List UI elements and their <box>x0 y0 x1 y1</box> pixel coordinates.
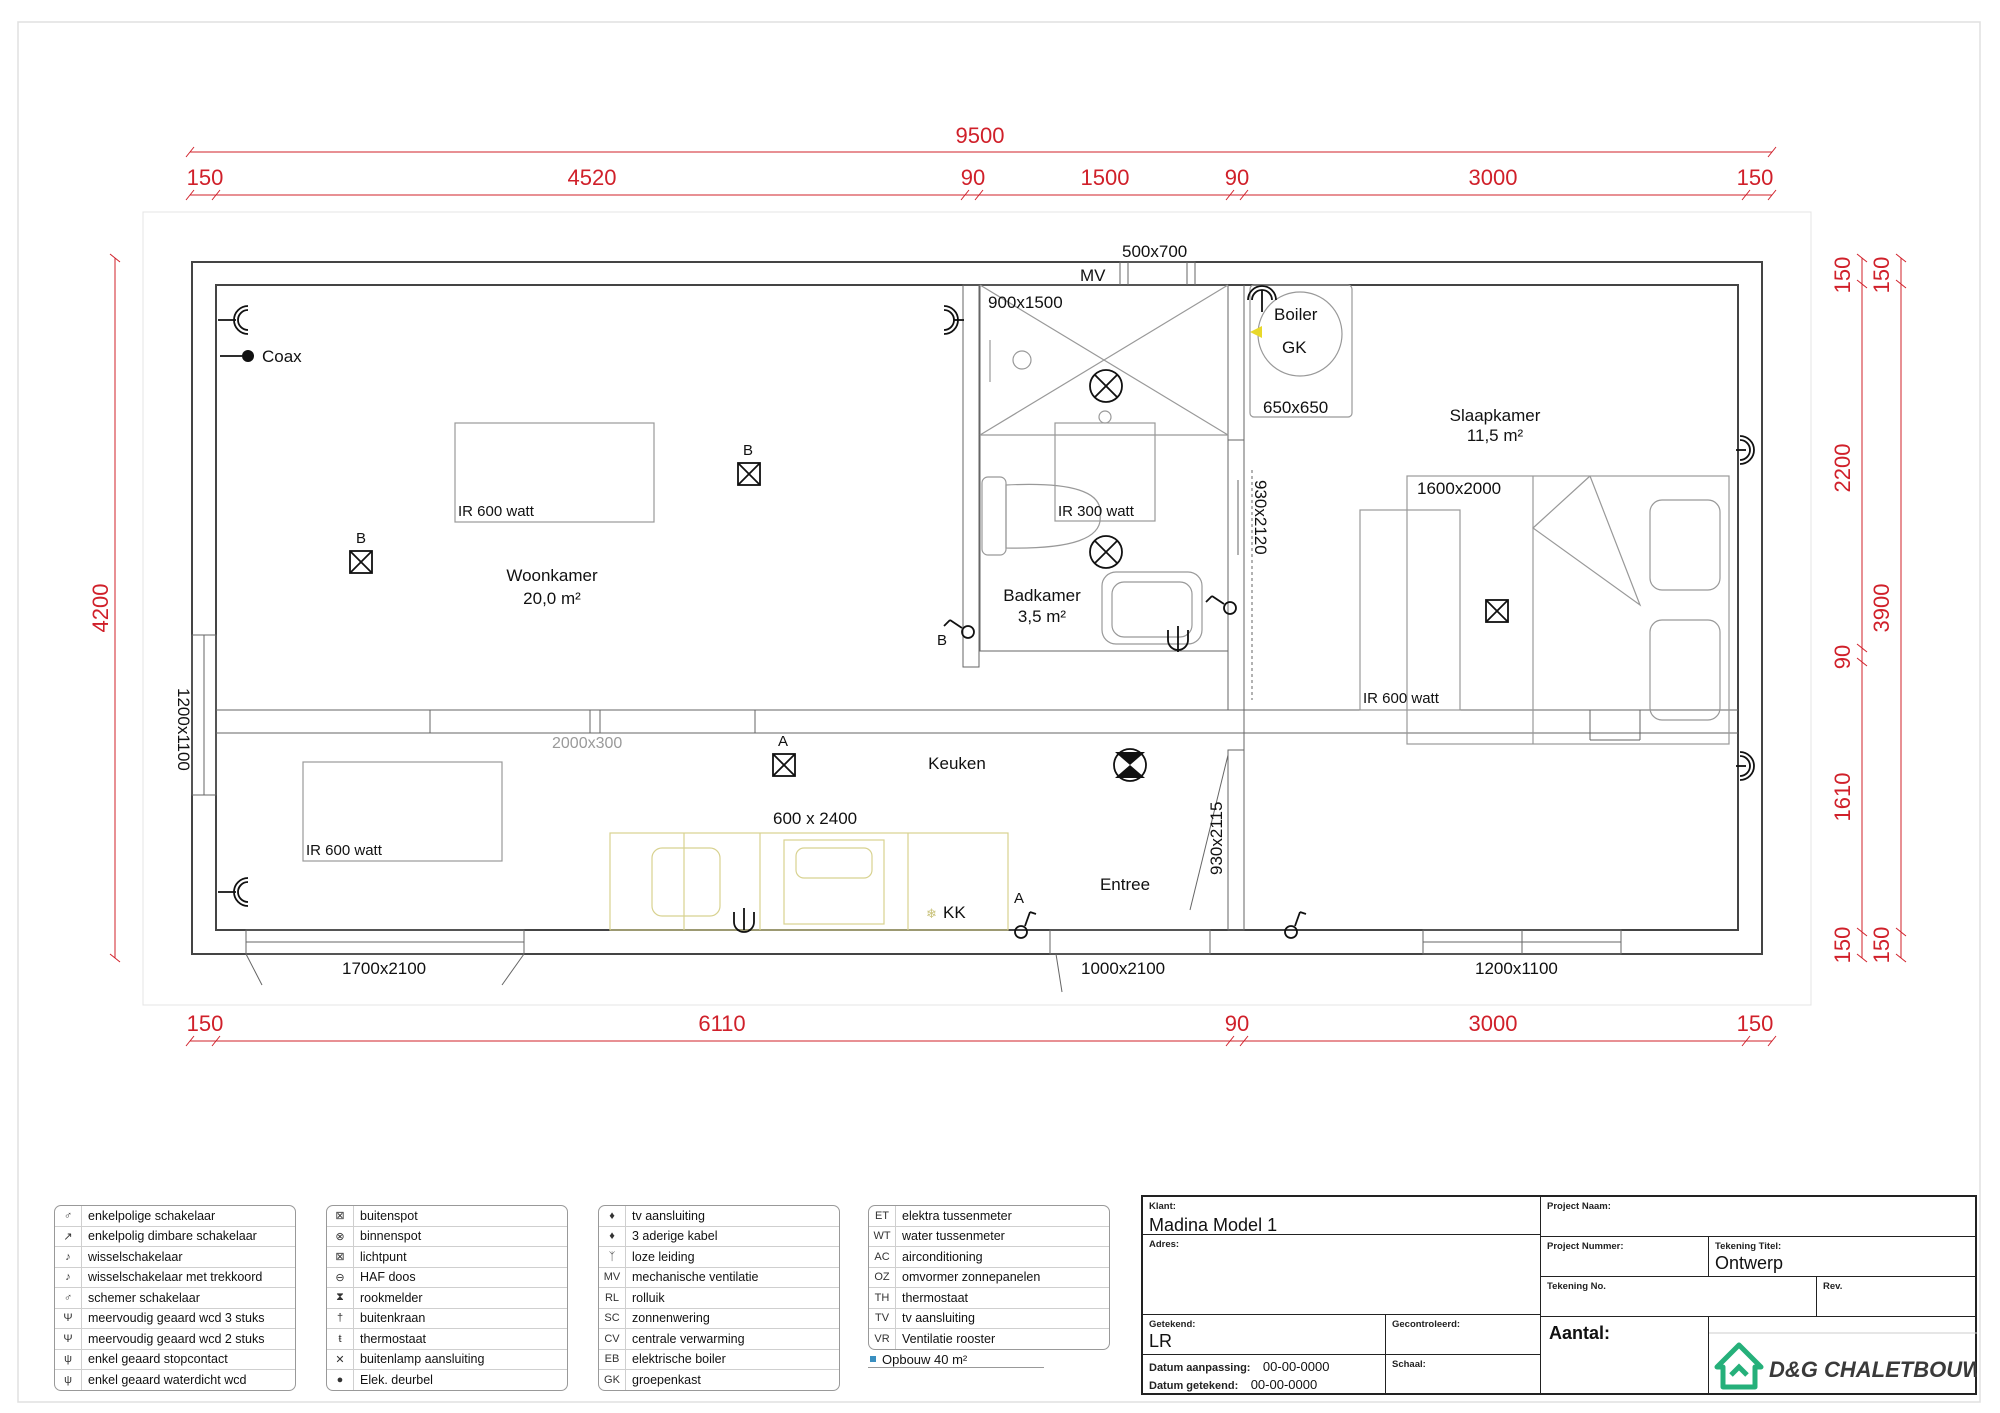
window-1200-label: 1200x1100 <box>1475 959 1558 978</box>
switch-icon <box>1206 596 1236 614</box>
boiler-label: Boiler <box>1274 305 1318 324</box>
dim-right-outer-2: 3900 <box>1869 583 1894 633</box>
fridge-icon: ❄ <box>926 906 937 921</box>
dim-right-2: 2200 <box>1830 443 1855 493</box>
legend-item: † buitenkraan <box>327 1309 567 1330</box>
aantal-label: Aantal: <box>1549 1323 1611 1343</box>
dim-top-6: 3000 <box>1468 165 1518 190</box>
dim-bottom-1: 150 <box>186 1011 224 1036</box>
outlet-icon <box>734 908 754 932</box>
shower-label: 900x1500 <box>988 293 1063 312</box>
legend-item: SC zonnenwering <box>599 1309 839 1330</box>
outlet-icon <box>1168 626 1188 652</box>
top-dimensions <box>186 123 1776 200</box>
klant-value: Madina Model 1 <box>1149 1215 1278 1235</box>
lichtpunt-icon <box>738 463 760 485</box>
dim-bottom-3: 90 <box>1224 1011 1250 1036</box>
legend-item: ♪ wisselschakelaar met trekkoord <box>55 1268 295 1289</box>
woonkamer-name: Woonkamer <box>506 566 598 585</box>
kitchen-label: 600 x 2400 <box>773 809 858 828</box>
switch-group-label: B <box>356 530 367 547</box>
tekening-no-cell: Tekening No. <box>1541 1277 1817 1317</box>
dim-top-7: 150 <box>1736 165 1774 190</box>
legend-item: ♂ schemer schakelaar <box>55 1288 295 1309</box>
legend-item: ♦ 3 aderige kabel <box>599 1227 839 1248</box>
klant-cell: Klant: Madina Model 1 <box>1143 1197 1541 1235</box>
dim-right-3: 90 <box>1830 644 1855 670</box>
tekening-titel-cell: Tekening Titel: Ontwerp <box>1709 1237 1977 1277</box>
vent-label: 500x700 <box>1122 242 1188 261</box>
legend-item: ψ enkel geaard waterdicht wcd <box>55 1370 295 1390</box>
bottom-dimensions <box>186 1011 1776 1046</box>
rev-cell: Rev. <box>1817 1277 1977 1317</box>
legend-item: GK groepenkast <box>599 1370 839 1390</box>
window-1700-label: 1700x2100 <box>342 959 427 978</box>
kk-label: KK <box>943 903 966 922</box>
outlet-icon <box>944 306 964 334</box>
legend-installations <box>868 1205 1110 1350</box>
keuken-name: Keuken <box>928 754 986 773</box>
boiler-size-label: 650x650 <box>1263 398 1329 417</box>
dim-right-outer-3: 150 <box>1869 926 1894 964</box>
legend-item: ♂ enkelpolige schakelaar <box>55 1206 295 1227</box>
rookmelder-icon <box>1114 749 1146 781</box>
legend-connections <box>598 1205 840 1391</box>
coax-icon <box>242 350 254 362</box>
lichtpunt-icon <box>773 754 795 776</box>
outlets <box>218 286 1754 932</box>
switch-group-label: B <box>743 442 754 459</box>
ir-heater-label: IR 600 watt <box>458 503 534 520</box>
door-1000-label: 1000x2100 <box>1081 959 1166 978</box>
legend-item: AC airconditioning <box>869 1247 1109 1268</box>
ir-heater-label: IR 600 watt <box>1363 690 1439 707</box>
dim-right-1: 150 <box>1830 256 1855 294</box>
dim-left-total: 4200 <box>88 583 113 633</box>
legend-item: MV mechanische ventilatie <box>599 1268 839 1289</box>
badkamer-area: 3,5 m² <box>1017 607 1067 626</box>
badkamer-name: Badkamer <box>1003 586 1081 605</box>
logo-text: D&G CHALETBOUW <box>1769 1357 1977 1382</box>
getekend-cell: Getekend: LR <box>1143 1315 1386 1355</box>
ir-heaters <box>303 423 654 861</box>
legend-item: Ψ meervoudig geaard wcd 3 stuks <box>55 1309 295 1330</box>
legend-item: WT water tussenmeter <box>869 1227 1109 1248</box>
slaapkamer-name: Slaapkamer <box>1449 406 1541 425</box>
bullet-icon <box>870 1356 876 1362</box>
legend-item: ♦ tv aansluiting <box>599 1206 839 1227</box>
legend-switches <box>54 1205 296 1391</box>
dg-chaletbouw-logo <box>1709 1317 1977 1395</box>
switch-group-label: B <box>937 632 948 649</box>
dim-total-width: 9500 <box>955 123 1005 148</box>
outlet-icon <box>218 306 248 334</box>
legend-item: OZ omvormer zonnepanelen <box>869 1268 1109 1289</box>
slaapkamer-area: 11,5 m² <box>1466 426 1524 445</box>
dates-cell: Datum aanpassing: 00-00-0000 Datum getekend: 00-00-0000 <box>1143 1355 1386 1395</box>
ir-heater-label: IR 300 watt <box>1058 503 1134 520</box>
dim-top-4: 1500 <box>1080 165 1130 190</box>
switch-icon <box>1285 912 1306 938</box>
datum-aanpassing-value: 00-00-0000 <box>1262 1359 1330 1374</box>
legend-item: ψ enkel geaard stopcontact <box>55 1350 295 1371</box>
legend-item: ✕ buitenlamp aansluiting <box>327 1350 567 1371</box>
left-dimension <box>88 254 120 962</box>
woonkamer-area: 20,0 m² <box>523 589 581 608</box>
right-dimensions <box>1830 254 1906 963</box>
bed-label: 1600x2000 <box>1417 479 1502 498</box>
legend-item: TH thermostaat <box>869 1288 1109 1309</box>
project-nummer-cell: Project Nummer: <box>1541 1237 1709 1277</box>
aantal-cell <box>1541 1317 1709 1395</box>
adres-cell: Adres: <box>1143 1235 1541 1315</box>
entree-door-label: 930x2115 <box>1207 801 1226 875</box>
window-left-label: 1200x1100 <box>174 688 193 771</box>
tekening-titel-value: Ontwerp <box>1715 1253 1784 1273</box>
outlet-icon <box>218 878 248 906</box>
logo-area <box>1709 1317 1977 1395</box>
legend-lights <box>326 1205 568 1391</box>
bath-door-label: 930x2120 <box>1251 480 1270 555</box>
binnenspot-icon <box>1090 536 1122 568</box>
ir-heater-label: IR 600 watt <box>306 842 382 859</box>
dim-top-1: 150 <box>186 165 224 190</box>
legend-item: ♪ wisselschakelaar <box>55 1247 295 1268</box>
legend-item: RL rolluik <box>599 1288 839 1309</box>
switch-icon <box>1015 912 1036 938</box>
mv-label: MV <box>1080 266 1106 285</box>
outlet-icon <box>1248 286 1276 312</box>
dim-top-5: 90 <box>1224 165 1250 190</box>
legend-item: ⊖ HAF doos <box>327 1268 567 1289</box>
opbouw-note: Opbouw 40 m² <box>868 1352 1044 1368</box>
dim-right-4: 1610 <box>1830 772 1855 822</box>
ghost-dimension-label: 2000x300 <box>552 735 623 752</box>
gecontroleerd-cell: Gecontroleerd: <box>1386 1315 1541 1355</box>
lichtpunt-icon <box>350 551 372 573</box>
coax-label: Coax <box>262 347 302 366</box>
title-block <box>1141 1195 1977 1395</box>
plan-labels <box>174 242 1558 978</box>
legend-item: ⊠ lichtpunt <box>327 1247 567 1268</box>
legend-item: ⊗ binnenspot <box>327 1227 567 1248</box>
legend-item: ŧ thermostaat <box>327 1329 567 1350</box>
dim-right-5: 150 <box>1830 926 1855 964</box>
dim-top-3: 90 <box>960 165 986 190</box>
dim-right-outer-1: 150 <box>1869 256 1894 294</box>
datum-getekend-value: 00-00-0000 <box>1250 1377 1318 1392</box>
gk-label: GK <box>1282 338 1307 357</box>
switch-group-label: A <box>778 733 789 750</box>
legend-item: ᛉ loze leiding <box>599 1247 839 1268</box>
legend-item: ↗ enkelpolig dimbare schakelaar <box>55 1227 295 1248</box>
legend-item: ⧗ rookmelder <box>327 1288 567 1309</box>
legend-item: TV tv aansluiting <box>869 1309 1109 1330</box>
outer-walls <box>192 262 1762 954</box>
legend-item: VR Ventilatie rooster <box>869 1329 1109 1349</box>
legend-item: ET elektra tussenmeter <box>869 1206 1109 1227</box>
legend-item: EB elektrische boiler <box>599 1350 839 1371</box>
dim-bottom-2: 6110 <box>698 1011 746 1036</box>
legend-item: ⊠ buitenspot <box>327 1206 567 1227</box>
legend-item: ● Elek. deurbel <box>327 1370 567 1390</box>
schaal-cell: Schaal: <box>1386 1355 1541 1395</box>
lichtpunt-icon <box>1486 600 1508 622</box>
project-naam-cell: Project Naam: <box>1541 1197 1977 1237</box>
entree-name: Entree <box>1099 875 1151 894</box>
dim-top-2: 4520 <box>567 165 617 190</box>
legend-item: CV centrale verwarming <box>599 1329 839 1350</box>
dim-bottom-4: 3000 <box>1468 1011 1518 1036</box>
legend-item: Ψ meervoudig geaard wcd 2 stuks <box>55 1329 295 1350</box>
switch-icon <box>944 620 974 638</box>
dim-bottom-5: 150 <box>1736 1011 1774 1036</box>
getekend-value: LR <box>1149 1331 1173 1351</box>
binnenspot-icon <box>1090 370 1122 402</box>
switch-group-label: A <box>1014 890 1025 907</box>
